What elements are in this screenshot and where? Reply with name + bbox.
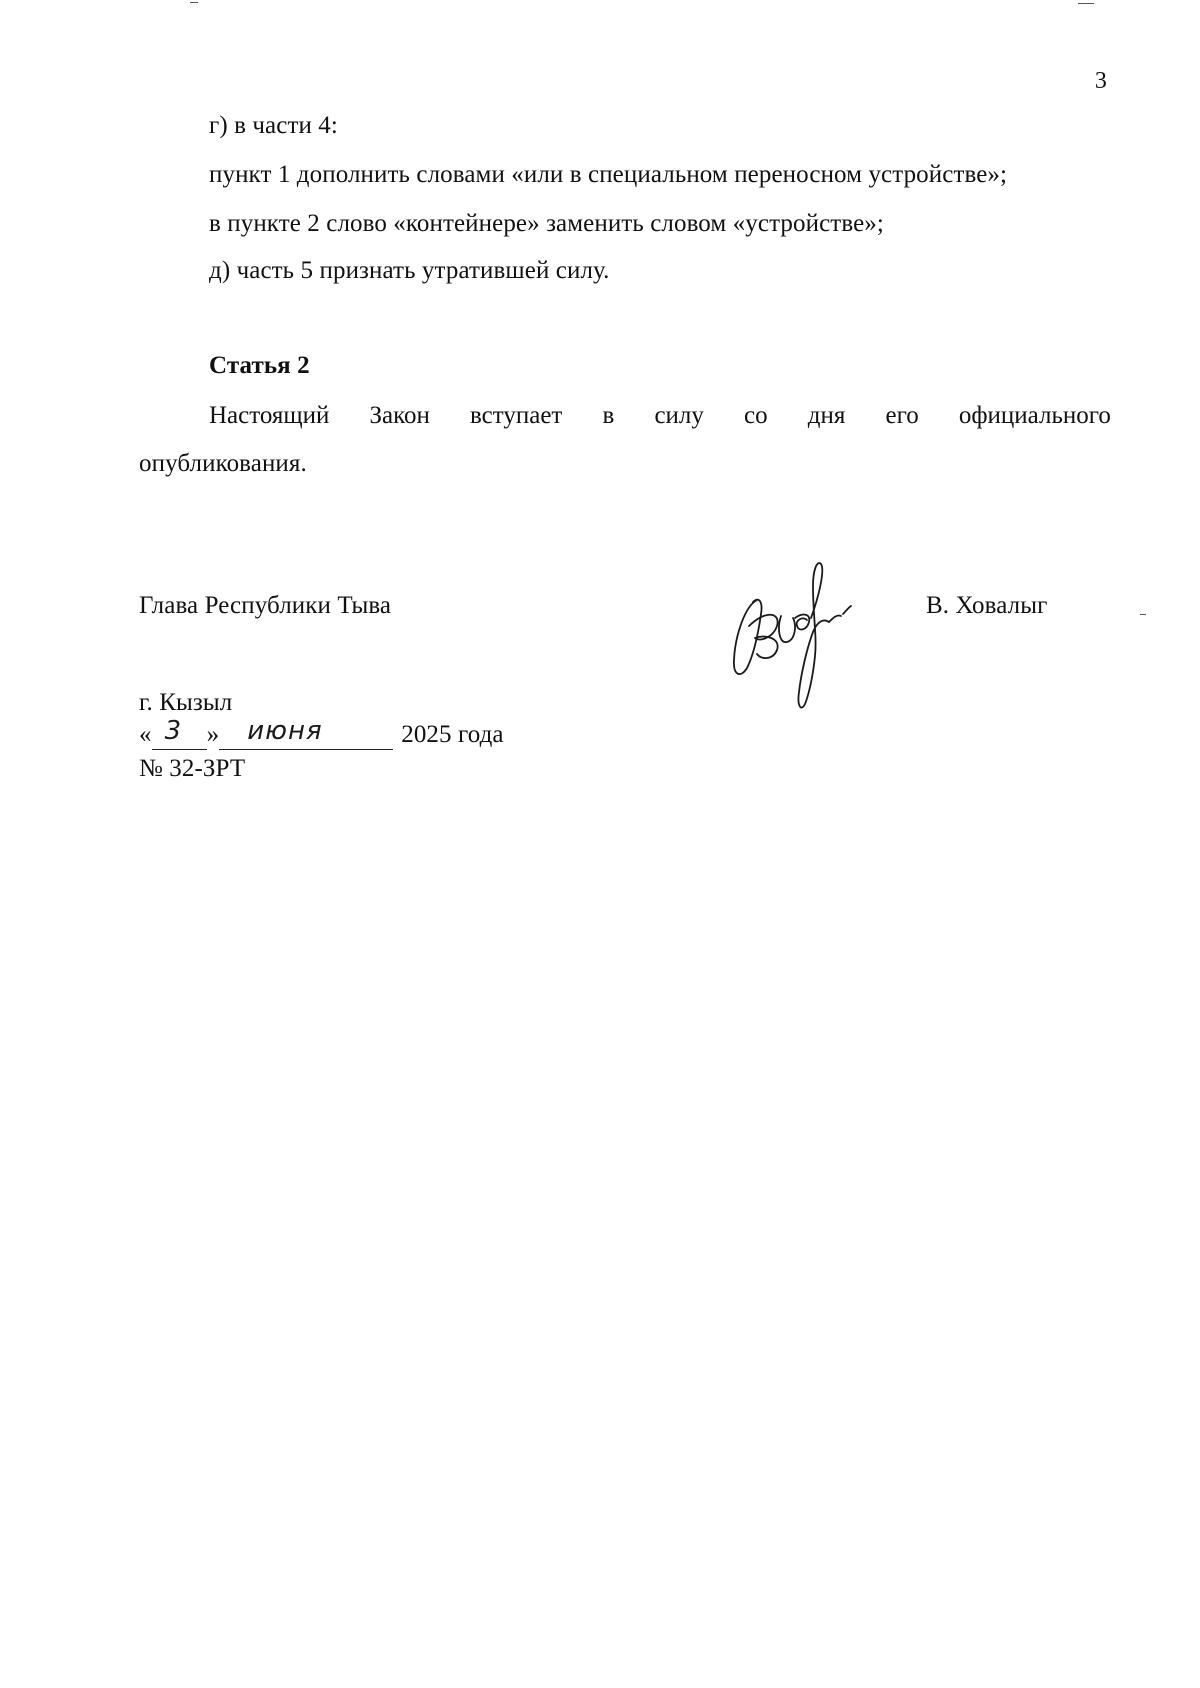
signatory-position: Глава Республики Тыва xyxy=(139,592,392,619)
article-word: его xyxy=(885,402,919,429)
date-open-quote: « xyxy=(139,721,152,748)
amendment-line-3: в пункте 2 слово «контейнере» заменить словом «устройстве»; xyxy=(209,210,884,237)
city: г. Кызыл xyxy=(139,689,233,716)
day-field xyxy=(152,716,207,750)
article-word: дня xyxy=(807,402,846,429)
date-year: 2025 года xyxy=(401,721,504,748)
scan-artifact xyxy=(190,2,198,3)
date-close-quote: » xyxy=(206,721,220,748)
handwritten-signature xyxy=(725,556,875,716)
article-word: в xyxy=(602,402,615,429)
scan-artifact xyxy=(1140,614,1146,615)
law-number: № 32-ЗРТ xyxy=(139,755,246,782)
article-word: вступает xyxy=(470,402,563,429)
amendment-line-2: пункт 1 дополнить словами «или в специальном переносном устройстве»; xyxy=(209,161,1008,188)
amendment-line-1: г) в части 4: xyxy=(209,112,338,139)
signing-date xyxy=(139,716,504,750)
handwritten-month: июня xyxy=(247,716,323,746)
signatory-name: В. Ховалыг xyxy=(926,592,1048,619)
scan-artifact xyxy=(1078,3,1094,4)
article-word: Настоящий xyxy=(209,402,330,429)
handwritten-day: 3 xyxy=(164,716,183,746)
article-text-line-2: опубликования. xyxy=(139,450,307,477)
month-field xyxy=(219,716,393,750)
article-word: силу xyxy=(654,402,704,429)
article-heading: Статья 2 xyxy=(209,352,310,379)
article-word: со xyxy=(744,402,768,429)
page-number: 3 xyxy=(1094,68,1107,94)
article-word: официального xyxy=(958,402,1111,429)
article-text-line-1 xyxy=(209,401,1111,431)
article-word: Закон xyxy=(369,402,430,429)
amendment-line-4: д) часть 5 признать утратившей силу. xyxy=(209,257,610,284)
